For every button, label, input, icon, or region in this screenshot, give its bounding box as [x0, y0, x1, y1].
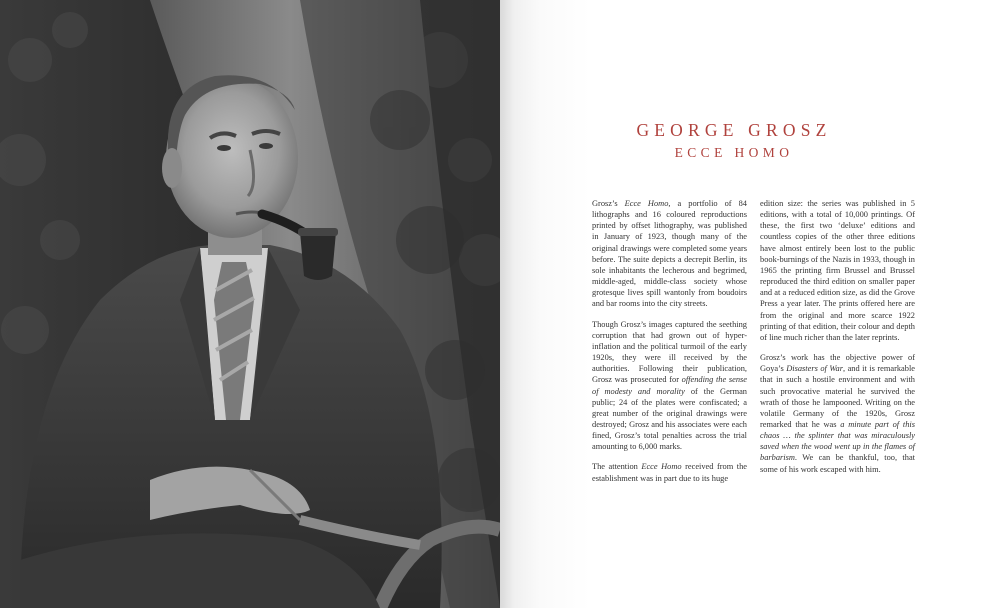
text-run: , a portfolio of 84 lithographs and 16 coloured reproductions printed by offset lithography, was published in January of 1923, though many of the original drawings were completed some years before. The suite depicts a decrepit Berlin, its sole inhabitants the lecherous and begrimed, middle-aged, middle-class society whose grotesque lives spill wantonly from boudoirs and bar rooms into the city streets. [592, 199, 747, 309]
paragraph [592, 461, 747, 483]
italic-quote: a minute part of this chaos … the splinter that was miraculously saved when the wood went up in the flames of barbarism [760, 419, 916, 463]
text-run: of the German public; 24 of the plates were confiscated; a great number of the original drawings were destroyed; Grosz and his associates were each fined, Grosz’s total penalties across the trial amounting to 6,000 marks. [592, 386, 747, 452]
italic-quote: offending the sense of modesty and morality [592, 375, 747, 396]
text-run: Grosz’s work has the objective power of Goya’s [760, 353, 915, 374]
title-block [500, 119, 968, 163]
paragraph [592, 198, 747, 310]
paragraph: edition size: the series was published in 5 editions, with a total of 10,000 printings. Of these, the first two ‘deluxe’ editions and countless copies of the other three editions have almost entirely been lost to the public book-burnings of the Nazis in 1933, though in 1965 the printing firm Brussel and Brussel reproduced the third edition on smaller paper and at a reduced edition size, as did the Grove Press a year later. The prints offered here are from the original and more scarce 1922 printing of that edition, their colour and depth of line much richer than the later reprints. [760, 199, 915, 342]
italic-title: Disasters of War [786, 364, 843, 374]
page-subtitle: ECCE HOMO [674, 145, 794, 160]
italic-title: Ecce Homo [641, 462, 682, 472]
column-left [592, 198, 747, 493]
text-run: Grosz’s [592, 199, 625, 208]
page-title: GEORGE GROSZ [636, 120, 832, 140]
text-run: Though Grosz’s images captured the seething corruption that had grown out of hyper-inflation and the political turmoil of the early 1920s, they were ill received by the authorities. Following their publication, Grosz was prosecuted for [592, 319, 747, 385]
text-page [500, 0, 1000, 608]
italic-title: Ecce Homo [624, 199, 669, 208]
paragraph [760, 352, 915, 475]
text-run: . We can be thankful, too, that some of his work escaped with him. [760, 453, 915, 474]
column-right [760, 198, 915, 493]
text-run: The attention [592, 462, 642, 472]
body-columns [592, 198, 915, 493]
text-run: received from the establishment was in part due to its huge [592, 462, 747, 483]
text-run: , and it is remarkable that in such a hostile environment and with such provocative material he survived the wrath of those he lampooned. Writing on the volatile Germany of the 1920s, Grosz remarked that he was [760, 364, 916, 429]
paragraph [592, 319, 747, 453]
